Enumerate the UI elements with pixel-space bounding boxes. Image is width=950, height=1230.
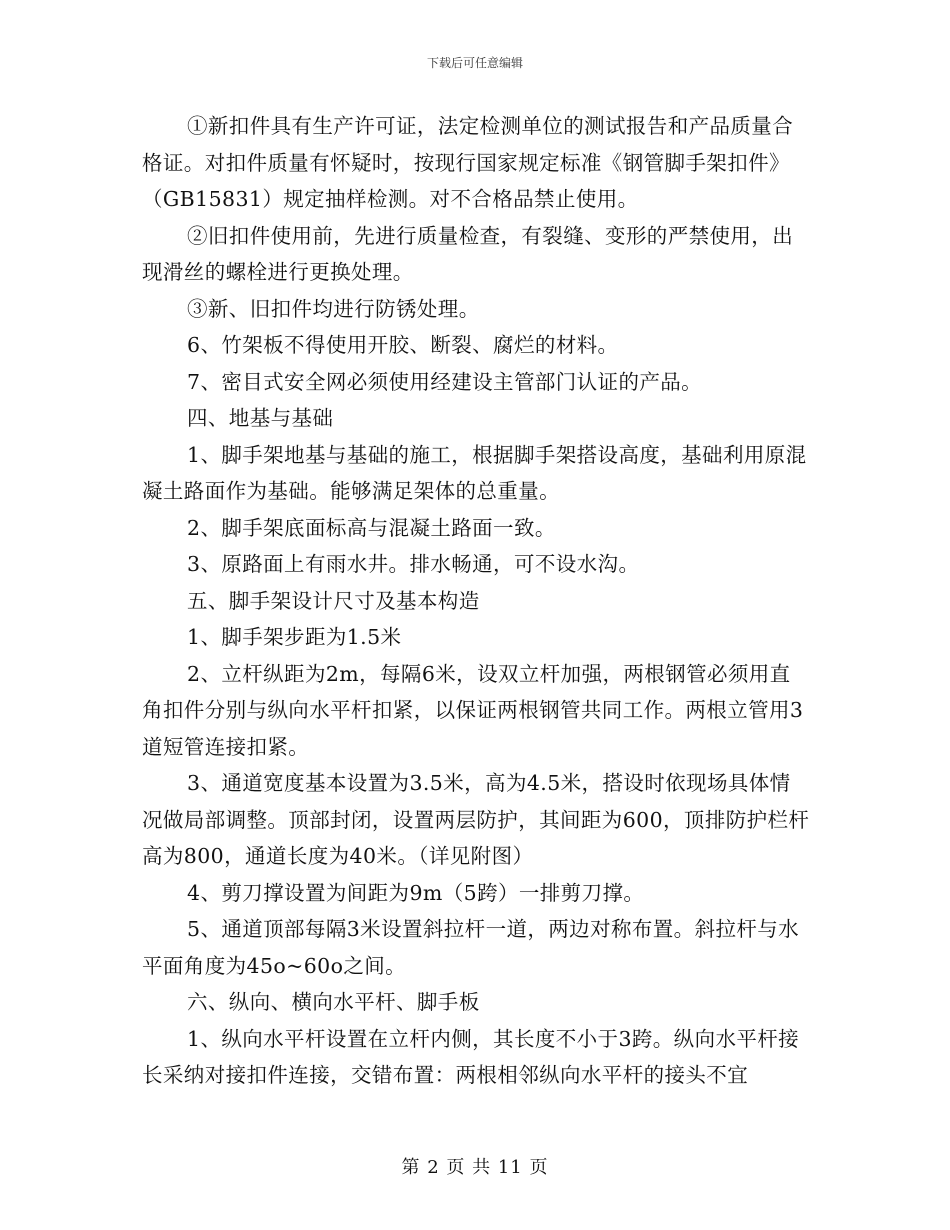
paragraph-bamboo-board: 6、竹架板不得使用开胶、断裂、腐烂的材料。 [187,333,619,357]
section-heading-horizontal-bars: 六、纵向、横向水平杆、脚手板 [187,990,480,1014]
paragraph-old-fastener-inspection: ②旧扣件使用前，先进行质量检查，有裂缝、变形的严禁使用，出现滑丝的螺栓进行更换处理。 [142,223,794,284]
paragraph-passage-width: 3、通道宽度基本设置为3.5米，高为4.5米，搭设时依现场具体情况做局部调整。顶部封闭，设置两层防护，其间距为600，顶排防护栏杆高为800，通道长度为40米。（详见附图） [142,771,810,868]
paragraph-drainage: 3、原路面上有雨水井。排水畅通，可不设水沟。 [187,552,640,576]
paragraph-rust-prevention: ③新、旧扣件均进行防锈处理。 [187,296,480,321]
paragraph-step-distance: 1、脚手架步距为1.5米 [187,625,402,649]
paragraph-longitudinal-bars: 1、纵向水平杆设置在立杆内侧，其长度不小于3跨。纵向水平杆接长采纳对接扣件连接，交错布置：两根相邻纵向水平杆的接头不宜 [142,1026,800,1087]
document-body [142,108,810,1094]
paragraph-foundation-construction: 1、脚手架地基与基础的施工，根据脚手架搭设高度，基础利用原混凝土路面作为基础。能够满足架体的总重量。 [142,442,807,503]
paragraph-base-elevation: 2、脚手架底面标高与混凝土路面一致。 [187,515,556,540]
section-heading-design-dimensions: 五、脚手架设计尺寸及基本构造 [187,588,480,613]
paragraph-diagonal-rods: 5、通道顶部每隔3米设置斜拉杆一道，两边对称布置。斜拉杆与水平面角度为45o~60o之间。 [142,917,800,978]
section-heading-foundation: 四、地基与基础 [187,406,334,430]
paragraph-new-fastener-requirements: ①新扣件具有生产许可证，法定检测单位的测试报告和产品质量合格证。对扣件质量有怀疑时，按现行国家规定标准《钢管脚手架扣件》（GB15831）规定抽样检测。对不合格品禁止使用。 [142,114,794,211]
paragraph-pole-spacing: 2、立杆纵距为2m，每隔6米，设双立杆加强，两根钢管必须用直角扣件分别与纵向水平杆扣紧，以保证两根钢管共同工作。两根立管用3道短管连接扣紧。 [142,661,804,759]
page-header: 下载后可任意编辑 [426,56,523,70]
page-number: 第 2 页 共 11 页 [401,1157,549,1178]
paragraph-safety-net: 7、密目式安全网必须使用经建设主管部门认证的产品。 [187,369,703,394]
paragraph-cross-bracing: 4、剪刀撑设置为间距为9m（5跨）一排剪刀撑。 [187,880,645,905]
